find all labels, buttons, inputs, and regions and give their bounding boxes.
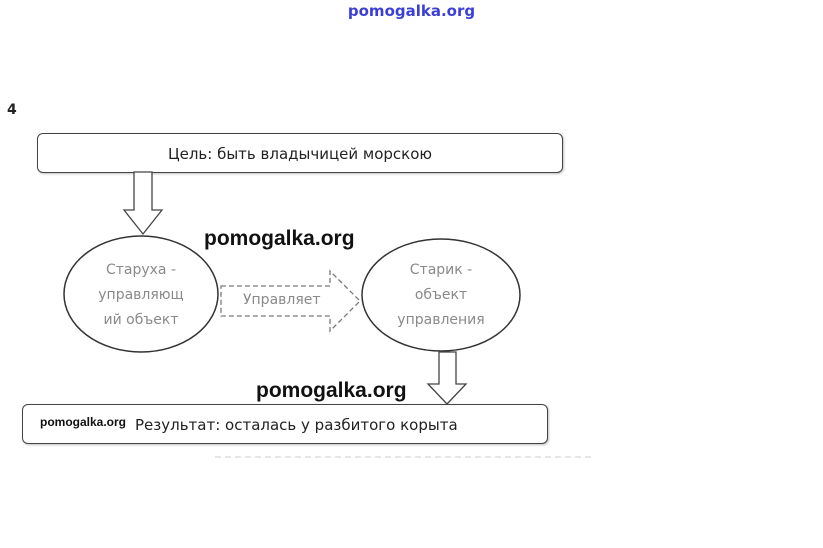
result-text: Результат: осталась у разбитого корыта <box>135 416 458 434</box>
manager-line-1: Старуха - <box>105 262 177 278</box>
object-line-2: объект <box>414 287 468 303</box>
object-line-1: Старик - <box>409 262 473 278</box>
watermark-box: pomogalka.org <box>40 415 127 429</box>
manager-line-3: ий объект <box>103 312 179 328</box>
result-box <box>22 404 548 444</box>
down-arrow-result <box>428 352 466 404</box>
watermark-low: pomogalka.org <box>256 379 407 402</box>
object-label <box>376 258 506 333</box>
faint-artifact-line <box>215 456 595 458</box>
watermark-top: pomogalka.org <box>347 2 476 20</box>
manages-label: Управляет <box>243 292 321 308</box>
watermark-mid: pomogalka.org <box>204 227 355 250</box>
manager-label <box>74 258 208 333</box>
down-arrow-goal <box>124 172 162 234</box>
manager-line-2: управляющ <box>98 287 184 303</box>
object-line-3: управления <box>397 312 485 328</box>
goal-text: Цель: быть владычицей морскою <box>167 145 433 163</box>
task-number: 4 <box>7 102 17 118</box>
